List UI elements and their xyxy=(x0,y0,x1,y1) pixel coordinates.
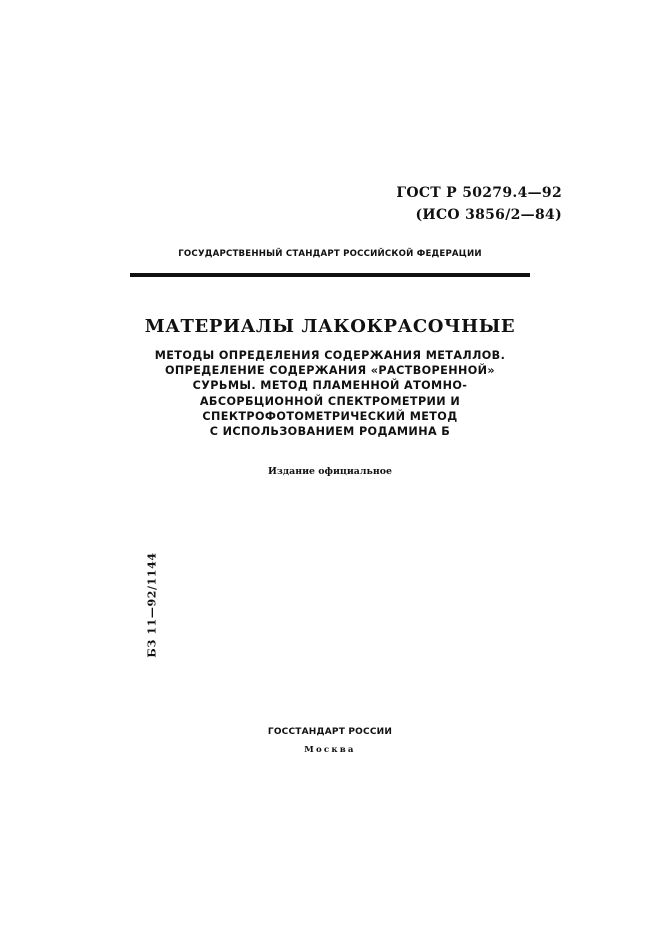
gost-number: ГОСТ Р 50279.4—92 xyxy=(396,185,562,201)
subtitle-line: МЕТОДЫ ОПРЕДЕЛЕНИЯ СОДЕРЖАНИЯ МЕТАЛЛОВ. xyxy=(154,349,506,362)
standard-designation xyxy=(362,182,562,226)
horizontal-rule xyxy=(130,273,530,277)
subtitle-line: ОПРЕДЕЛЕНИЕ СОДЕРЖАНИЯ «РАСТВОРЕННОЙ» xyxy=(164,364,496,378)
subtitle-line: СПЕКТРОФОТОМЕТРИЧЕСКИЙ МЕТОД xyxy=(202,409,458,423)
document-subtitle xyxy=(130,348,530,439)
publication-city: Москва xyxy=(304,745,356,755)
document-title: МАТЕРИАЛЫ ЛАКОКРАСОЧНЫЕ xyxy=(144,316,516,337)
state-standard-heading: ГОСУДАРСТВЕННЫЙ СТАНДАРТ РОССИЙСКОЙ ФЕДЕРАЦИИ xyxy=(178,249,482,259)
iso-number: (ИСО 3856/2—84) xyxy=(415,207,562,223)
subtitle-line: АБСОРБЦИОННОЙ СПЕКТРОМЕТРИИ И xyxy=(199,394,461,408)
edition-label: Издание официальное xyxy=(268,466,392,477)
publisher: ГОССТАНДАРТ РОССИИ xyxy=(267,727,393,737)
subtitle-line: С ИСПОЛЬЗОВАНИЕМ РОДАМИНА Б xyxy=(209,425,451,439)
side-code: БЗ 11—92/1144 xyxy=(145,552,159,658)
subtitle-line: СУРЬМЫ. МЕТОД ПЛАМЕННОЙ АТОМНО- xyxy=(192,379,468,393)
